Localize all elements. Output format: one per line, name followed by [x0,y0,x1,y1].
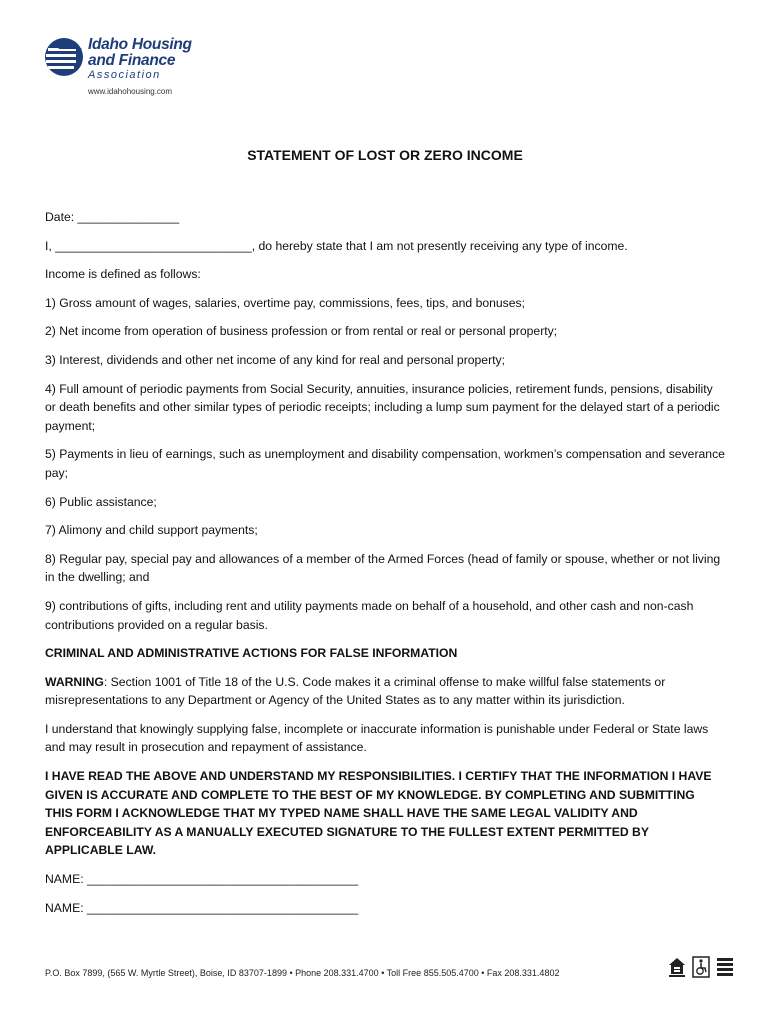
warning-paragraph [45,673,725,710]
warning-label: WARNING [45,674,104,689]
document-body [45,208,725,917]
income-item-3: 3) Interest, dividends and other net income of any kind for real and personal property; [45,352,506,367]
understand-paragraph: I understand that knowingly supplying false, incomplete or inaccurate information is punishable under Federal or State laws and may result in prosecution and repayment of assistance. [45,721,709,755]
income-item-1: 1) Gross amount of wages, salaries, overtime pay, commissions, fees, tips, and bonuses; [45,295,526,310]
income-intro: Income is defined as follows: [45,267,201,282]
logo-title-line2: and Finance [88,52,176,69]
income-item-7: 7) Alimony and child support payments; [45,523,258,538]
page-title: STATEMENT OF LOST OR ZERO INCOME [247,147,523,163]
logo [44,36,244,98]
equal-housing-icon [668,956,686,978]
income-item-4: 4) Full amount of periodic payments from Social Security, annuities, insurance policies, retirement funds, pensions, disability or death benefits and other similar types of periodic receipts; including a lump sum payment for the delayed start of a periodic payment; [45,381,720,433]
income-item-6: 6) Public assistance; [45,494,157,509]
iha-logo-icon [44,37,84,77]
logo-title-line1: Idaho Housing [88,36,192,53]
income-item-8: 8) Regular pay, special pay and allowances of a member of the Armed Forces (head of family or spouse, whether or not living in the dwelling; and [45,551,721,585]
criminal-heading: CRIMINAL AND ADMINISTRATIVE ACTIONS FOR FALSE INFORMATION [45,646,458,661]
income-item-2: 2) Net income from operation of business profession or from rental or real or personal property; [45,324,558,339]
footer-address: P.O. Box 7899, (565 W. Myrtle Street), Boise, ID 83707-1899 • Phone 208.331.4700 • Toll Free 855.505.4700 • Fax 208.331.4802 [45,968,560,978]
accessibility-icon [692,956,710,978]
name-field-1[interactable]: NAME: ________________________________________ [45,872,359,887]
footer-icons [668,956,734,978]
income-item-9: 9) contributions of gifts, including rent and utility payments made on behalf of a household, and other cash and non-cash contributions provided on a regular basis. [45,598,694,632]
statement-line: I, _____________________________, do hereby state that I am not presently receiving any type of income. [45,238,628,253]
certify-paragraph: I HAVE READ THE ABOVE AND UNDERSTAND MY RESPONSIBILITIES. I CERTIFY THAT THE INFORMATION I HAVE GIVEN IS ACCURATE AND COMPLETE TO THE BEST OF MY KNOWLEDGE. BY COMPLETING AND SUBMITTING THIS FORM I ACKNOWLEDGE THAT MY TYPED NAME SHALL HAVE THE SAME LEGAL VALIDITY AND ENFORCEABILITY AS A MANUALLY EXECUTED SIGNATURE TO THE FULLEST EXTENT PERMITTED BY APPLICABLE LAW. [45,769,712,858]
name-field-2[interactable]: NAME: ________________________________________ [45,900,359,915]
logo-url[interactable]: www.idahohousing.com [88,87,173,96]
income-item-5: 5) Payments in lieu of earnings, such as unemployment and disability compensation, workmen’s compensation and severance pay; [45,447,725,480]
warning-text: : Section 1001 of Title 18 of the U.S. Code makes it a criminal offense to make willful false statements or misrepresentations to any Department or Agency of the United States as to any matter within its jurisdiction. [45,674,666,708]
date-line: Date: _______________ [45,210,180,224]
logo-subtitle: Association [88,69,161,81]
realtor-icon [716,956,734,978]
